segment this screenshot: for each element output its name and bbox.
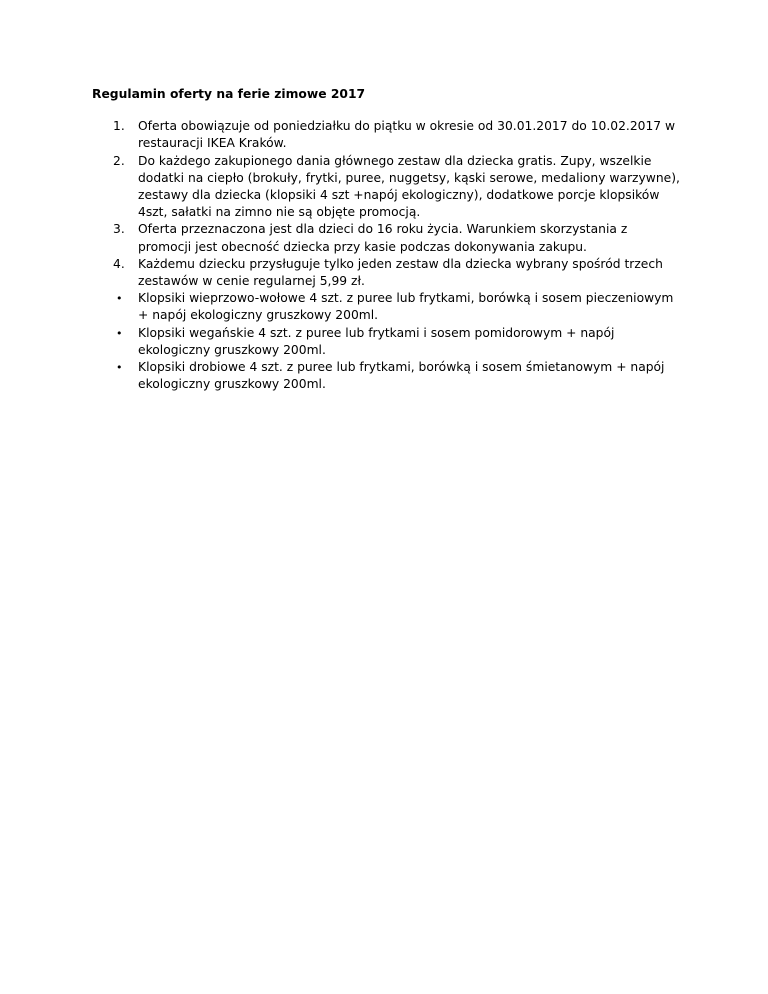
meal-set-list: [116, 290, 682, 393]
item-text: Każdemu dziecku przysługuje tylko jeden zestaw dla dziecka wybrany spośród trzech zestawów w cenie regularnej 5,99 zł.: [138, 256, 663, 289]
bullet-icon: •: [116, 361, 123, 375]
terms-item: [92, 256, 682, 394]
meal-set-item: [116, 290, 682, 324]
meal-set-text: Klopsiki wegańskie 4 szt. z puree lub frytkami i sosem pomidorowym + napój ekologiczny gruszkowy 200ml.: [138, 325, 615, 357]
item-number: 3.: [113, 222, 125, 237]
terms-list: [92, 118, 682, 393]
item-text: Oferta obowiązuje od poniedziałku do piątku w okresie od 30.01.2017 do 10.02.2017 w restauracji IKEA Kraków.: [138, 119, 676, 151]
item-number: 1.: [113, 119, 125, 134]
meal-set-item: [116, 325, 682, 359]
terms-item: [92, 118, 682, 152]
document-title: Regulamin oferty na ferie zimowe 2017: [92, 87, 366, 101]
item-text: Do każdego zakupionego dania głównego zestaw dla dziecka gratis. Zupy, wszelkie dodatki na ciepło (brokuły, frytki, puree, nuggetsy, kąski serowe, medaliony warzywne), zestawy dla dziecka (klopsiki 4 szt +napój ekologiczny), dodatkowe porcje klopsików 4szt, sałatki na zimno nie są objęte promocją.: [138, 153, 680, 220]
item-number: 4.: [113, 256, 125, 271]
meal-set-text: Klopsiki drobiowe 4 szt. z puree lub frytkami, borówką i sosem śmietanowym + napój ekologiczny gruszkowy 200ml.: [138, 360, 665, 392]
item-number: 2.: [113, 153, 125, 168]
meal-set-text: Klopsiki wieprzowo-wołowe 4 szt. z puree lub frytkami, borówką i sosem pieczeniowym + napój ekologiczny gruszkowy 200ml.: [138, 291, 674, 323]
document-page: [92, 86, 682, 393]
item-text: Oferta przeznaczona jest dla dzieci do 16 roku życia. Warunkiem skorzystania z promocji jest obecność dziecka przy kasie podczas dokonywania zakupu.: [138, 222, 628, 254]
terms-item: [92, 221, 682, 255]
meal-set-item: [116, 359, 682, 393]
bullet-icon: •: [116, 292, 123, 306]
bullet-icon: •: [116, 326, 123, 340]
terms-item: [92, 153, 682, 222]
